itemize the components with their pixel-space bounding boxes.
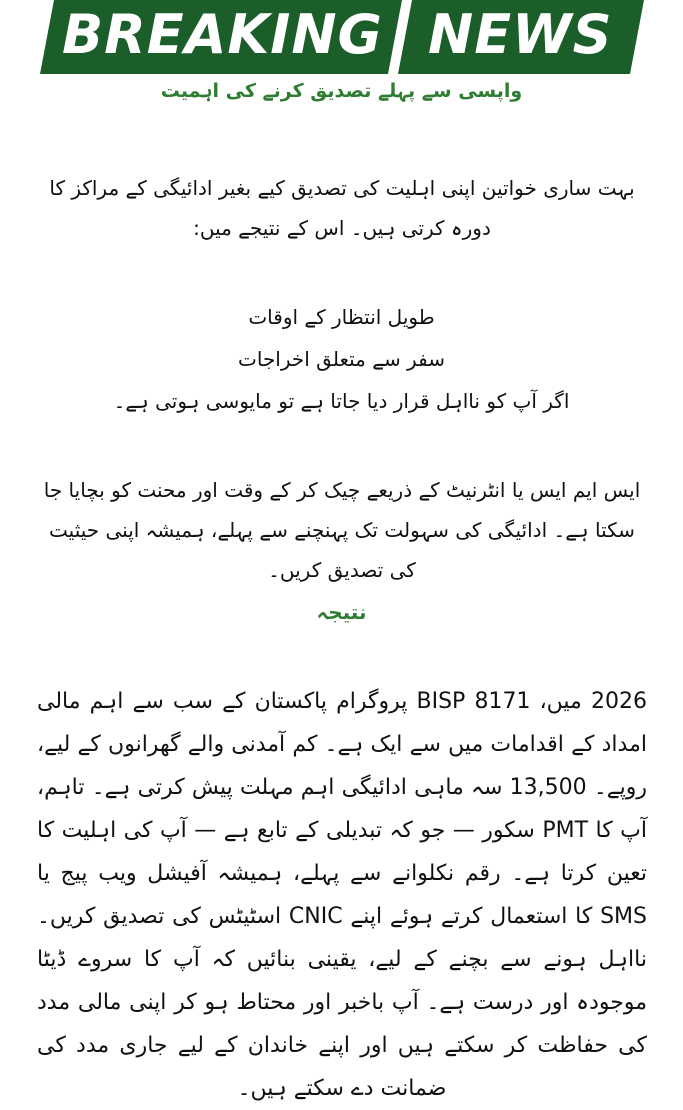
- conclusion-paragraph: 2026 میں، BISP 8171 پروگرام پاکستان کے سب سے اہم مالی امداد کے اقدامات میں سے ایک ہے۔ کم آمدنی والے گھرانوں کے لیے، روپے۔ 13,500 سہ ماہی ادائیگی اہم مہلت پیش کرتی ہے۔ تاہم، آپ کا PMT سکور — جو کہ تبدیلی کے تابع ہے — آپ کی اہلیت کا تعین کرتا ہے۔ رقم نکلوانے سے پہلے، ہمیشہ آفیشل ویب پیج یا SMS کا استعمال کرتے ہوئے اپنے CNIC اسٹیٹس کی تصدیق کریں۔ نااہل ہونے سے بچنے کے لیے، یقینی بنائیں کہ آپ کا سروے ڈیٹا موجودہ اور درست ہے۔ آپ باخبر اور محتاط ہو کر اپنی مالی مدد کی حفاظت کر سکتے ہیں اور اپنے خاندان کے لیے جاری مدد کی ضمانت دے سکتے ہیں۔: [37, 689, 648, 1101]
- banner-word-news: NEWS: [428, 3, 613, 66]
- list-item: سفر سے متعلق اخراجات: [238, 347, 445, 371]
- article-subtitle: واپسی سے پہلے تصدیق کرنے کی اہمیت: [160, 80, 523, 102]
- list-item: اگر آپ کو نااہل قرار دیا جاتا ہے تو مایوسی ہوتی ہے۔: [113, 389, 570, 413]
- breaking-news-banner: [40, 0, 644, 74]
- intro-paragraph: بہت ساری خواتین اپنی اہلیت کی تصدیق کیے بغیر ادائیگی کے مراکز کا دورہ کرتی ہیں۔ اس کے نتیجے میں:: [49, 176, 635, 240]
- consequences-list: [0, 296, 683, 422]
- list-item: طویل انتظار کے اوقات: [248, 305, 435, 329]
- sms-check-paragraph: ایس ایم ایس یا انٹرنیٹ کے ذریعے چیک کر کے وقت اور محنت کو بچایا جا سکتا ہے۔ ادائیگی کی سہولت تک پہنچنے سے پہلے، ہمیشہ اپنی حیثیت کی تصدیق کریں۔: [43, 478, 641, 582]
- conclusion-heading: نتیجہ: [316, 600, 367, 624]
- banner-word-breaking: BREAKING: [62, 3, 383, 66]
